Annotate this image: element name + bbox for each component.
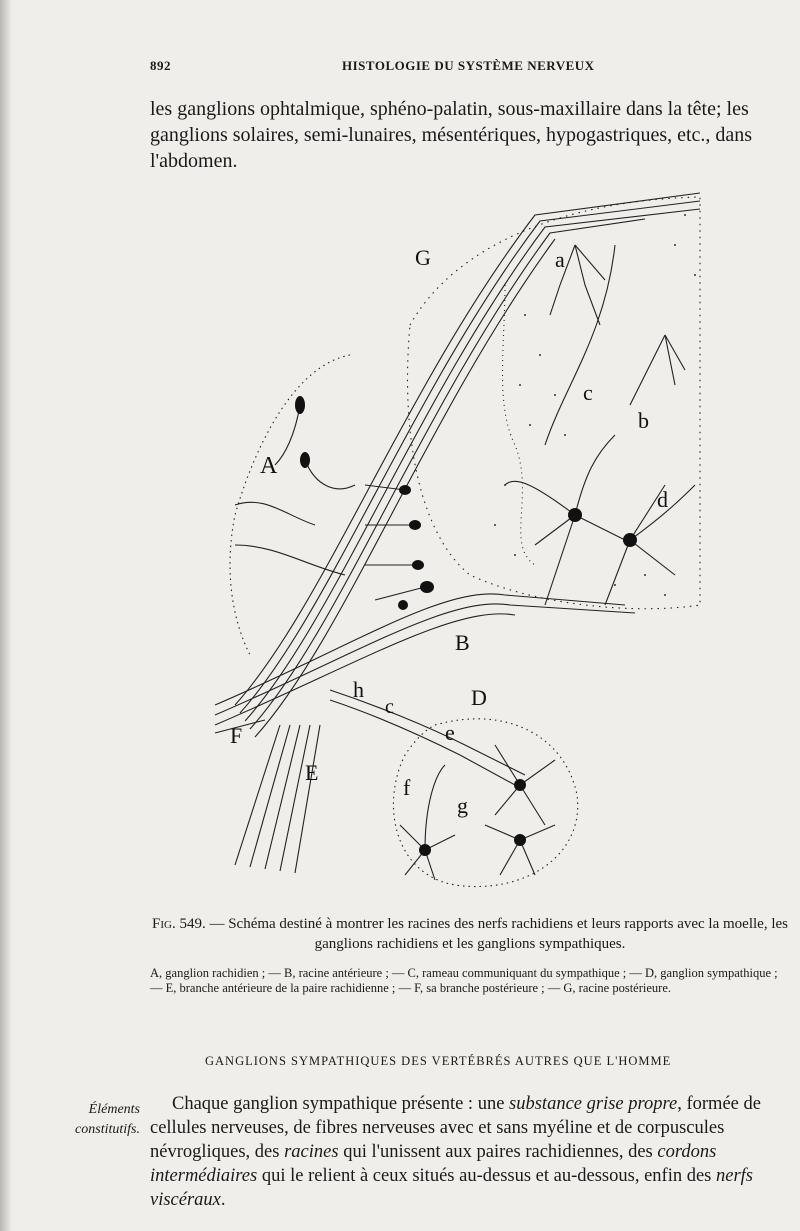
section-heading: GANGLIONS SYMPATHIQUES DES VERTÉBRÉS AUTRES QUE L'HOMME [205,1054,672,1068]
anterior-root-fibers [215,594,635,725]
margin-note [30,1100,140,1140]
body-emph-3: cordons intermédiaires [150,1142,717,1186]
figure-number: Fig. 549. [152,916,206,932]
label-A: A [260,453,278,479]
label-b: b [638,408,649,433]
figure-caption-text: — Schéma destiné à montrer les racines des nerfs rachidiens et leurs rapports avec la moelle, les ganglions rachidiens et les ganglions sympathiques. [205,916,788,952]
spinal-ganglion-cells [235,405,425,600]
body-text-5: . [220,1190,226,1210]
spinal-ganglion-outline [230,355,350,655]
label-e: e [445,720,455,745]
label-f: f [403,775,411,800]
sympathetic-ganglion-outline [393,719,577,887]
anterior-branch-fibers [235,725,320,873]
page-edge-shadow [0,0,12,1231]
body-emph-4: nerfs viscéraux [150,1166,753,1210]
label-B: B [455,630,470,655]
label-E: E [305,760,319,785]
motor-neurons [505,435,695,605]
label-a: a [555,247,565,272]
label-g: g [457,793,468,818]
label-d: d [657,487,668,512]
label-c-upper: c [583,380,593,405]
figure-caption [150,914,790,954]
label-G: G [415,245,431,270]
label-c-lower: c [385,696,394,718]
communicating-ramus-fibers [330,690,525,785]
terminal-arborisations [545,245,685,445]
body-text-2: , formée de cellules nerveuses, de fibres nerveuses avec et sans myéline et de corpuscules névrogliques, des [150,1094,761,1162]
page-number: 892 [150,58,171,73]
body-emph-1: substance grise propre [509,1094,678,1114]
label-h: h [353,677,364,702]
body-text-1: Chaque ganglion sympathique présente : une [172,1094,510,1114]
running-title: HISTOLOGIE DU SYSTÈME NERVEUX [342,58,595,73]
body-text-4: qui le relient à ceux situés au-dessus et au-dessous, enfin des [257,1166,716,1186]
sympathetic-cells [400,745,555,880]
figure-legend: A, ganglion rachidien ; — B, racine antérieure ; — C, rameau communiquant du sympathique ; — D, ganglion sympathique ; — E, branche antérieure de la paire rachidienne ; — F, sa branche postérieure ; — G, racine postérieure. [150,966,778,995]
label-F: F [230,723,243,748]
margin-note-line-1: Éléments [88,1102,140,1117]
label-D: D [471,685,487,710]
nerve-root-diagram [205,185,705,900]
margin-note-line-2: constitutifs. [75,1122,140,1137]
body-paragraph [150,1092,765,1212]
grey-matter-stipple [494,214,696,596]
intro-paragraph: les ganglions ophtalmique, sphéno-palatin, sous-maxillaire dans la tête; les ganglions solaires, semi-lunaires, mésentériques, hypogastriques, etc., dans l'abdomen. [150,98,753,172]
body-emph-2: racines [284,1142,339,1162]
body-text-3: qui l'unissent aux paires rachidiennes, des [338,1142,658,1162]
